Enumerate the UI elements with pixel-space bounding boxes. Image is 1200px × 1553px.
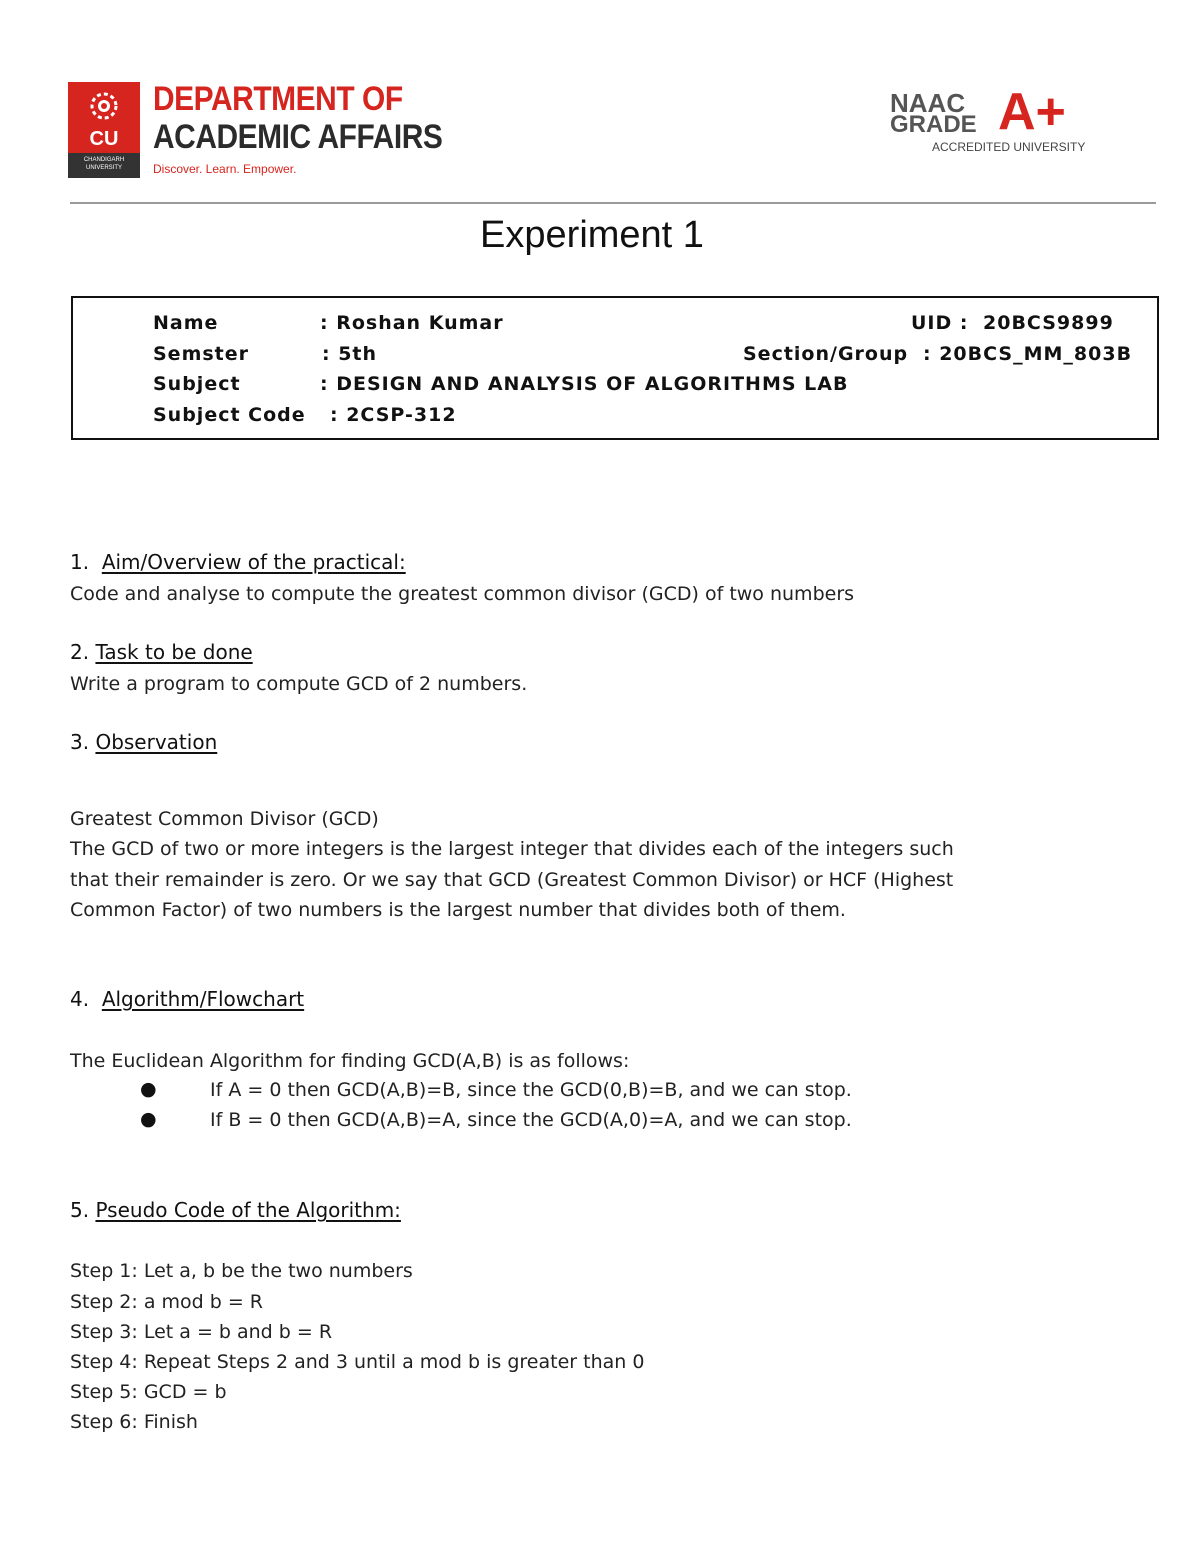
aim-text: Code and analyse to compute the greatest common divisor (GCD) of two numbers [70, 583, 855, 605]
pseudocode-step: Step 4: Repeat Steps 2 and 3 until a mod b is greater than 0 [70, 1351, 645, 1373]
gear-emblem-icon [82, 88, 126, 124]
tagline: Discover. Learn. Empower. [153, 162, 297, 176]
pseudocode-step: Step 6: Finish [70, 1411, 198, 1433]
accredited-text: ACCREDITED UNIVERSITY [932, 140, 1086, 154]
section-title: Pseudo Code of the Algorithm: [95, 1198, 401, 1222]
grade-text: GRADE [890, 111, 977, 138]
logo-text: CU [89, 128, 119, 150]
bullet-icon: ● [140, 1078, 157, 1100]
uid-value: 20BCS9899 [983, 312, 1114, 334]
algorithm-intro: The Euclidean Algorithm for finding GCD(A,B) is as follows: [70, 1050, 630, 1072]
observation-line: that their remainder is zero. Or we say that GCD (Greatest Common Divisor) or HCF (Highest [70, 869, 954, 891]
observation-line: Common Factor) of two numbers is the largest number that divides both of them. [70, 899, 846, 921]
logo-subtext: CHANDIGARH UNIVERSITY [68, 153, 140, 178]
dept-title-line1: DEPARTMENT OF [153, 80, 403, 118]
section-heading-task [70, 640, 253, 664]
subject-label: Subject [153, 373, 241, 395]
cu-logo [68, 82, 140, 178]
subject-code-value: : 2CSP-312 [330, 404, 457, 426]
section-label: Section/Group [743, 343, 909, 365]
observation-line: Greatest Common Divisor (GCD) [70, 808, 379, 830]
naac-text: NAAC [890, 88, 966, 118]
section-number: 5. [70, 1198, 90, 1222]
pseudocode-step: Step 5: GCD = b [70, 1381, 227, 1403]
section-number: 3. [70, 730, 90, 754]
section-title: Observation [95, 730, 218, 754]
section-value: : 20BCS_MM_803B [923, 343, 1133, 365]
observation-line: The GCD of two or more integers is the largest integer that divides each of the integers such [70, 838, 954, 860]
pseudocode-step: Step 1: Let a, b be the two numbers [70, 1260, 413, 1282]
subject-value: : DESIGN AND ANALYSIS OF ALGORITHMS LAB [320, 373, 849, 395]
section-title: Aim/Overview of the practical: [101, 550, 406, 574]
section-title: Algorithm/Flowchart [101, 987, 305, 1011]
pseudocode-step: Step 2: a mod b = R [70, 1291, 264, 1313]
subject-code-label: Subject Code [153, 404, 306, 426]
algorithm-bullet: If A = 0 then GCD(A,B)=B, since the GCD(0,B)=B, and we can stop. [210, 1079, 852, 1101]
uid-label: UID : [911, 312, 969, 334]
bullet-icon: ● [140, 1108, 157, 1130]
name-value: : Roshan Kumar [320, 312, 504, 334]
naac-badge [890, 83, 1086, 160]
semester-value: : 5th [322, 343, 378, 365]
semester-label: Semster [153, 343, 250, 365]
grade-value: A+ [998, 83, 1066, 141]
section-number: 1. [70, 550, 90, 574]
name-label: Name [153, 312, 219, 334]
section-heading-algorithm [70, 987, 304, 1011]
header-divider [70, 202, 1156, 204]
page-header [68, 80, 1158, 184]
section-heading-pseudocode [70, 1198, 401, 1222]
section-title: Task to be done [95, 640, 253, 664]
section-heading-observation [70, 730, 217, 754]
section-number: 4. [70, 987, 90, 1011]
pseudocode-step: Step 3: Let a = b and b = R [70, 1321, 333, 1343]
student-info-box [71, 296, 1159, 440]
section-heading-aim [70, 550, 406, 574]
dept-title-line2: ACADEMIC AFFAIRS [153, 118, 443, 156]
section-number: 2. [70, 640, 90, 664]
algorithm-bullet: If B = 0 then GCD(A,B)=A, since the GCD(A,0)=A, and we can stop. [210, 1109, 852, 1131]
page-title: Experiment 1 [480, 214, 704, 256]
task-text: Write a program to compute GCD of 2 numbers. [70, 673, 528, 695]
